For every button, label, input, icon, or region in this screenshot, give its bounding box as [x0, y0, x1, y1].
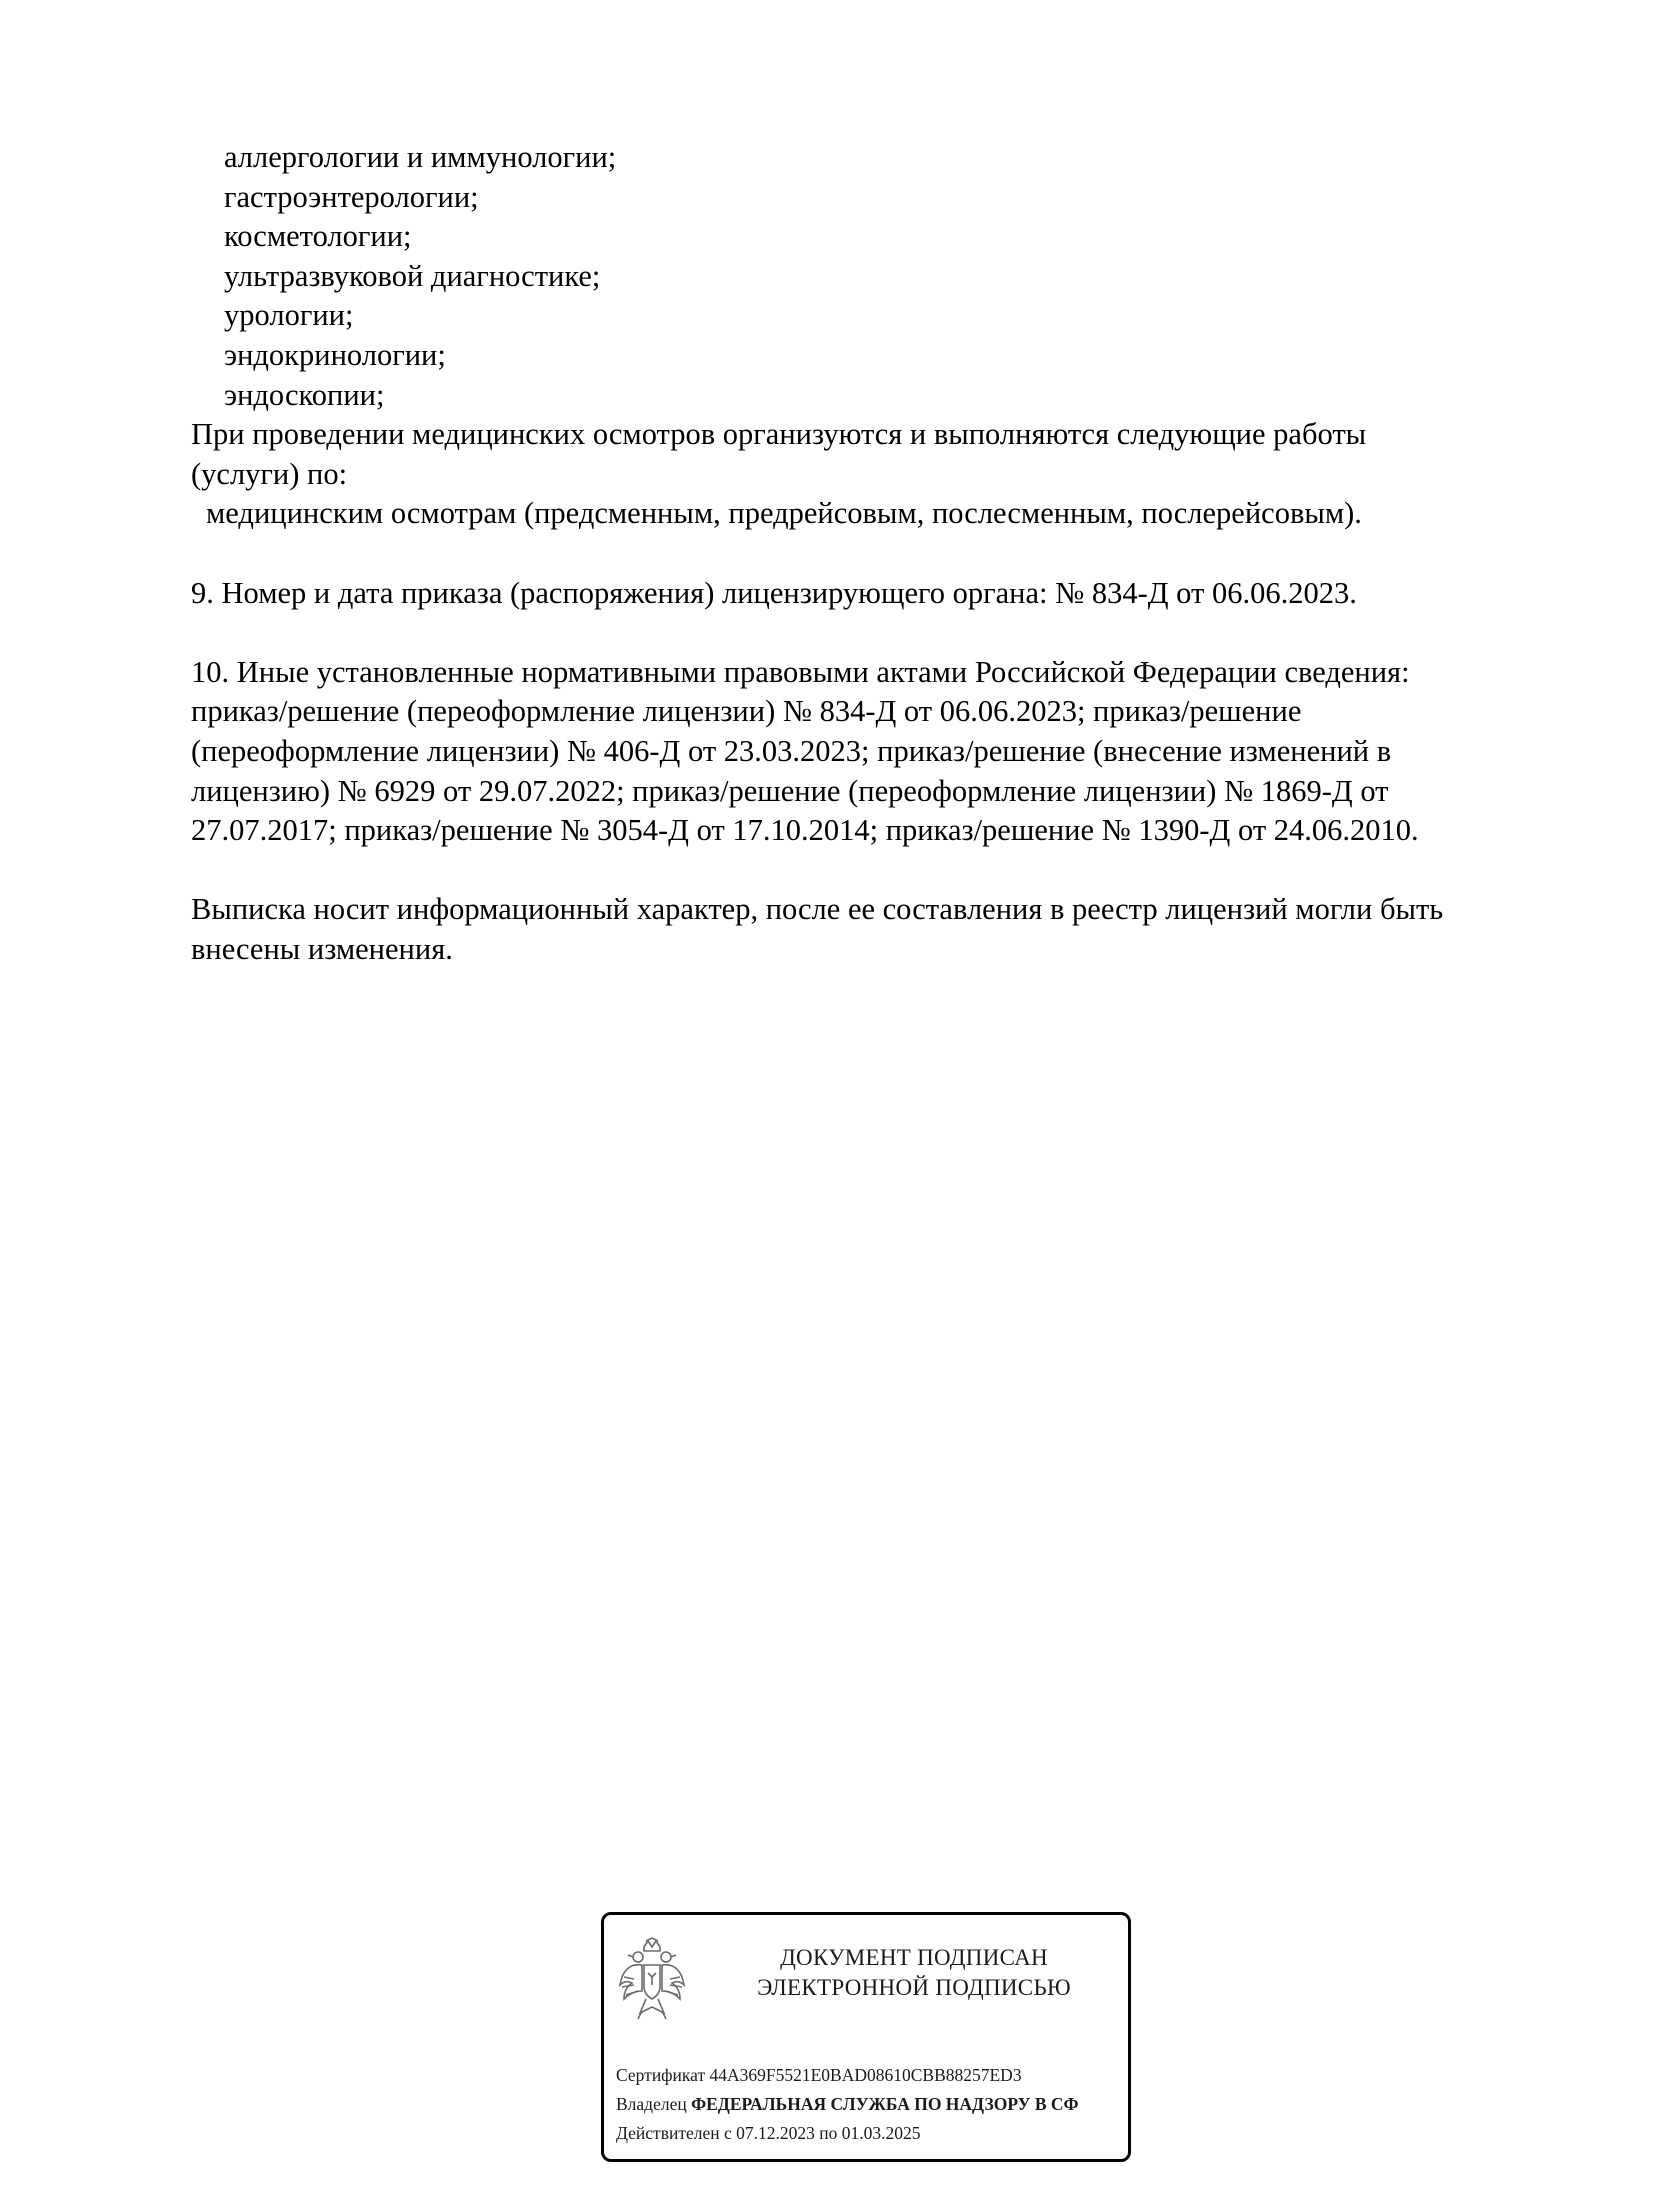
specialty-item: эндокринологии;	[224, 337, 446, 372]
owner-value: ФЕДЕРАЛЬНАЯ СЛУЖБА ПО НАДЗОРУ В СФ	[691, 2094, 1079, 2114]
stamp-title	[714, 1943, 1114, 2003]
disclaimer-line: Выписка носит информационный характер, после ее составления в реестр лицензий могли быть	[191, 892, 1444, 927]
paragraph-spacer	[191, 851, 1531, 891]
medical-exams-item: медицинским осмотрам (предсменным, предрейсовым, послесменным, послерейсовым).	[206, 496, 1362, 531]
medical-exams-intro-line-1: При проведении медицинских осмотров организуются и выполняются следующие работы	[191, 417, 1367, 452]
section-10-line: лицензию) № 6929 от 29.07.2022; приказ/решение (переоформление лицензии) № 1869-Д от	[191, 773, 1389, 808]
disclaimer-line: внесены изменения.	[191, 931, 453, 966]
stamp-owner	[616, 2093, 1079, 2115]
specialty-item: ультразвуковой диагностике;	[224, 258, 601, 293]
paragraph-spacer	[191, 613, 1531, 653]
specialty-item: аллергологии и иммунологии;	[224, 140, 617, 174]
specialty-item: гастроэнтерологии;	[224, 179, 479, 214]
section-10-line: 27.07.2017; приказ/решение № 3054-Д от 17.10.2014; приказ/решение № 1390-Д от 24.06.2010.	[191, 813, 1419, 848]
electronic-signature-stamp	[601, 1912, 1131, 2162]
coat-of-arms-icon	[616, 1937, 688, 2023]
specialty-item: урологии;	[224, 298, 354, 333]
stamp-title-line-2: ЭЛЕКТРОННОЙ ПОДПИСЬЮ	[757, 1975, 1071, 2000]
section-10-line: (переоформление лицензии) № 406-Д от 23.03.2023; приказ/решение (внесение изменений в	[191, 733, 1392, 768]
owner-label: Владелец	[616, 2094, 687, 2114]
medical-exams-intro-line-2: (услуги) по:	[191, 456, 348, 491]
section-10-line: 10. Иные установленные нормативными правовыми актами Российской Федерации сведения:	[191, 654, 1410, 689]
certificate-label: Сертификат	[616, 2065, 706, 2085]
section-9-order-number: 9. Номер и дата приказа (распоряжения) лицензирующего органа: № 834-Д от 06.06.2023.	[191, 575, 1357, 610]
paragraph-spacer	[191, 534, 1531, 574]
document-body	[191, 138, 1531, 969]
specialty-item: эндоскопии;	[224, 377, 385, 412]
stamp-certificate	[616, 2064, 1022, 2086]
specialty-item: косметологии;	[224, 219, 412, 254]
stamp-title-line-1: ДОКУМЕНТ ПОДПИСАН	[780, 1945, 1048, 1970]
certificate-value: 44A369F5521E0BAD08610CBB88257ED3	[709, 2065, 1022, 2085]
stamp-validity: Действителен с 07.12.2023 по 01.03.2025	[616, 2123, 921, 2143]
section-10-line: приказ/решение (переоформление лицензии) № 834-Д от 06.06.2023; приказ/решение	[191, 694, 1302, 729]
